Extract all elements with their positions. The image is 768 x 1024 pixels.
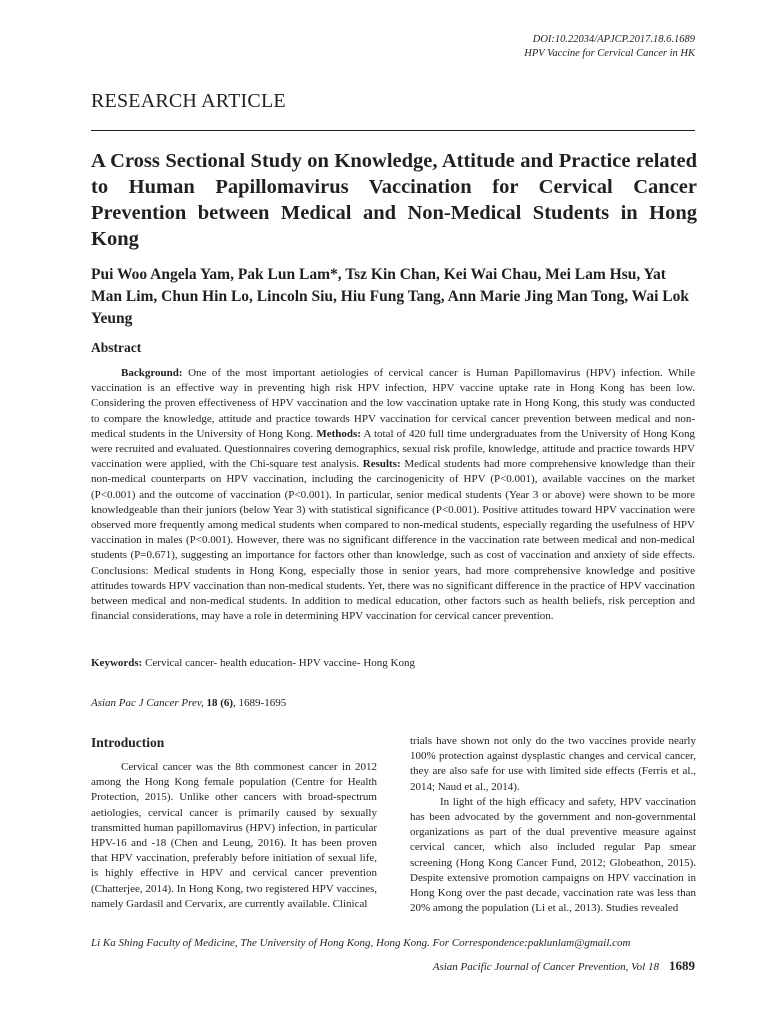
citation-volume: 18 (6)	[203, 697, 234, 709]
running-header	[524, 33, 695, 61]
methods-text: A total of 420 full time undergraduates from the University of Hong Kong were recruited and evaluated. Questionnaires covering demographics, sexual risk profile, knowledge, attitude and practice towards HPV vaccination were applied, with the Chi-square test analysis.	[91, 427, 695, 471]
keywords-text: Cervical cancer- health education- HPV vaccine- Hong Kong	[142, 657, 415, 669]
header-divider	[91, 130, 695, 131]
left-column	[91, 760, 377, 912]
paper-title: A Cross Sectional Study on Knowledge, Attitude and Practice related to Human Papillomavirus Vaccination for Cervical Cancer Prevention between Medical and Non-Medical Students in Hong Kong	[91, 150, 697, 250]
author-list: Pui Woo Angela Yam, Pak Lun Lam*, Tsz Kin Chan, Kei Wai Chau, Mei Lam Hsu, Yat Man Lim, Chun Hin Lo, Lincoln Siu, Hiu Fung Tang, Ann Marie Jing Man Tong, Wai Lok Yeung	[91, 266, 689, 327]
results-label: Results:	[362, 458, 401, 471]
results-text: Medical students had more comprehensive knowledge than their non-medical counterparts on HPV vaccination, including the carcinogenicity of HPV (P<0.001), available vaccines on the market (P<0.001) and the outcome of vaccination (P<0.001). In particular, senior medical students (Year 3 or above) were shown to be more knowledgeable than their juniors (below Year 3) with statistical significance (P<0.001). Positive attitudes toward HPV vaccination were observed more frequently among medical students when compared to non-medical students, especially regarding the usefulness of HPV vaccination in males (P<0.001). However, there was no significant difference in the vaccination rate between medical and non-medical students (P=0.671), suggesting an importance for factors other than knowledge, such as cost of vaccination and anxiety of side effects. Conclusions: Medical students in Hong Kong, especially those in senior years, had more comprehensive knowledge and positive attitudes towards HPV vaccination than non-medical students. Yet, there was no significant difference in the practice of HPV vaccination between medical and non-medical students. In addition to medical education, other factors such as health beliefs, risk perception and financial considerations, may have a role in determining HPV vaccination for cervical cancer prevention.	[91, 458, 695, 623]
methods-label: Methods:	[316, 427, 361, 440]
article-type-label: RESEARCH ARTICLE	[91, 90, 286, 112]
affiliation-footnote: Li Ka Shing Faculty of Medicine, The University of Hong Kong, Hong Kong. For Correspondence:paklunlam@gmail.com	[91, 937, 631, 949]
intro-paragraph-right-1: trials have shown not only do the two vaccines provide nearly 100% protection against dysplastic changes and cervical cancer, they are also safe for use with limited side effects (Ferris et al., 2014; Naud et al., 2014).	[410, 735, 696, 793]
abstract-heading: Abstract	[91, 340, 142, 355]
intro-paragraph-left: Cervical cancer was the 8th commonest cancer in 2012 among the Hong Kong female population (Centre for Health Protection, 2015). Unlike other cancers with broad-spectrum aetiologies, cervical cancer is primarily caused by sexually transmitted human papillomavirus (HPV) infection, in particular HPV-16 and -18 (Chen and Leung, 2016). It has been proven that HPV vaccination, preferably before initiation of sexual life, is highly effective in HPV and cervical cancer prevention (Chatterjee, 2014). In Hong Kong, two registered HPV vaccines, namely Gardasil and Cervarix, are currently available. Clinical	[91, 761, 377, 910]
citation-journal: Asian Pac J Cancer Prev,	[91, 697, 204, 709]
citation	[91, 697, 286, 709]
page-number: 1689	[669, 958, 695, 973]
citation-pages: , 1689-1695	[233, 697, 287, 709]
abstract-body	[91, 366, 695, 624]
running-title: HPV Vaccine for Cervical Cancer in HK	[524, 48, 695, 59]
background-label: Background:	[121, 367, 183, 379]
introduction-heading: Introduction	[91, 735, 165, 750]
intro-paragraph-right-2: In light of the high efficacy and safety, HPV vaccination has been advocated by the government and non-governmental organizations as part of the dual preventive measure against cervical cancer, which also included regular Pap smear screening (Hong Kong Cancer Fund, 2012; Globeathon, 2015). Despite extensive promotion campaigns on HPV vaccination in Hong Kong over the past decade, vaccination rate was less than 20% among the population (Li et al., 2013). Studies revealed	[410, 795, 696, 915]
keywords	[91, 656, 695, 671]
doi-text: DOI:10.22034/APJCP.2017.18.6.1689	[532, 34, 695, 45]
right-column	[410, 734, 696, 916]
keywords-label: Keywords:	[91, 657, 143, 669]
background-text: One of the most important aetiologies of cervical cancer is Human Papillomavirus (HPV) infection. While vaccination is an effective way in preventing high risk HPV infection, HPV vaccine uptake rate in Hong Kong has been low. Considering the proven effectiveness of HPV vaccination and the low vaccination uptake rate in Hong Kong, this study was conducted to compare the knowledge, attitude and practice towards HPV vaccination for cervical cancer prevention between medical and non-medical students in the University of Hong Kong.	[91, 367, 695, 440]
footer-journal-name: Asian Pacific Journal of Cancer Prevention, Vol 18	[432, 961, 659, 973]
page-footer	[433, 958, 695, 974]
